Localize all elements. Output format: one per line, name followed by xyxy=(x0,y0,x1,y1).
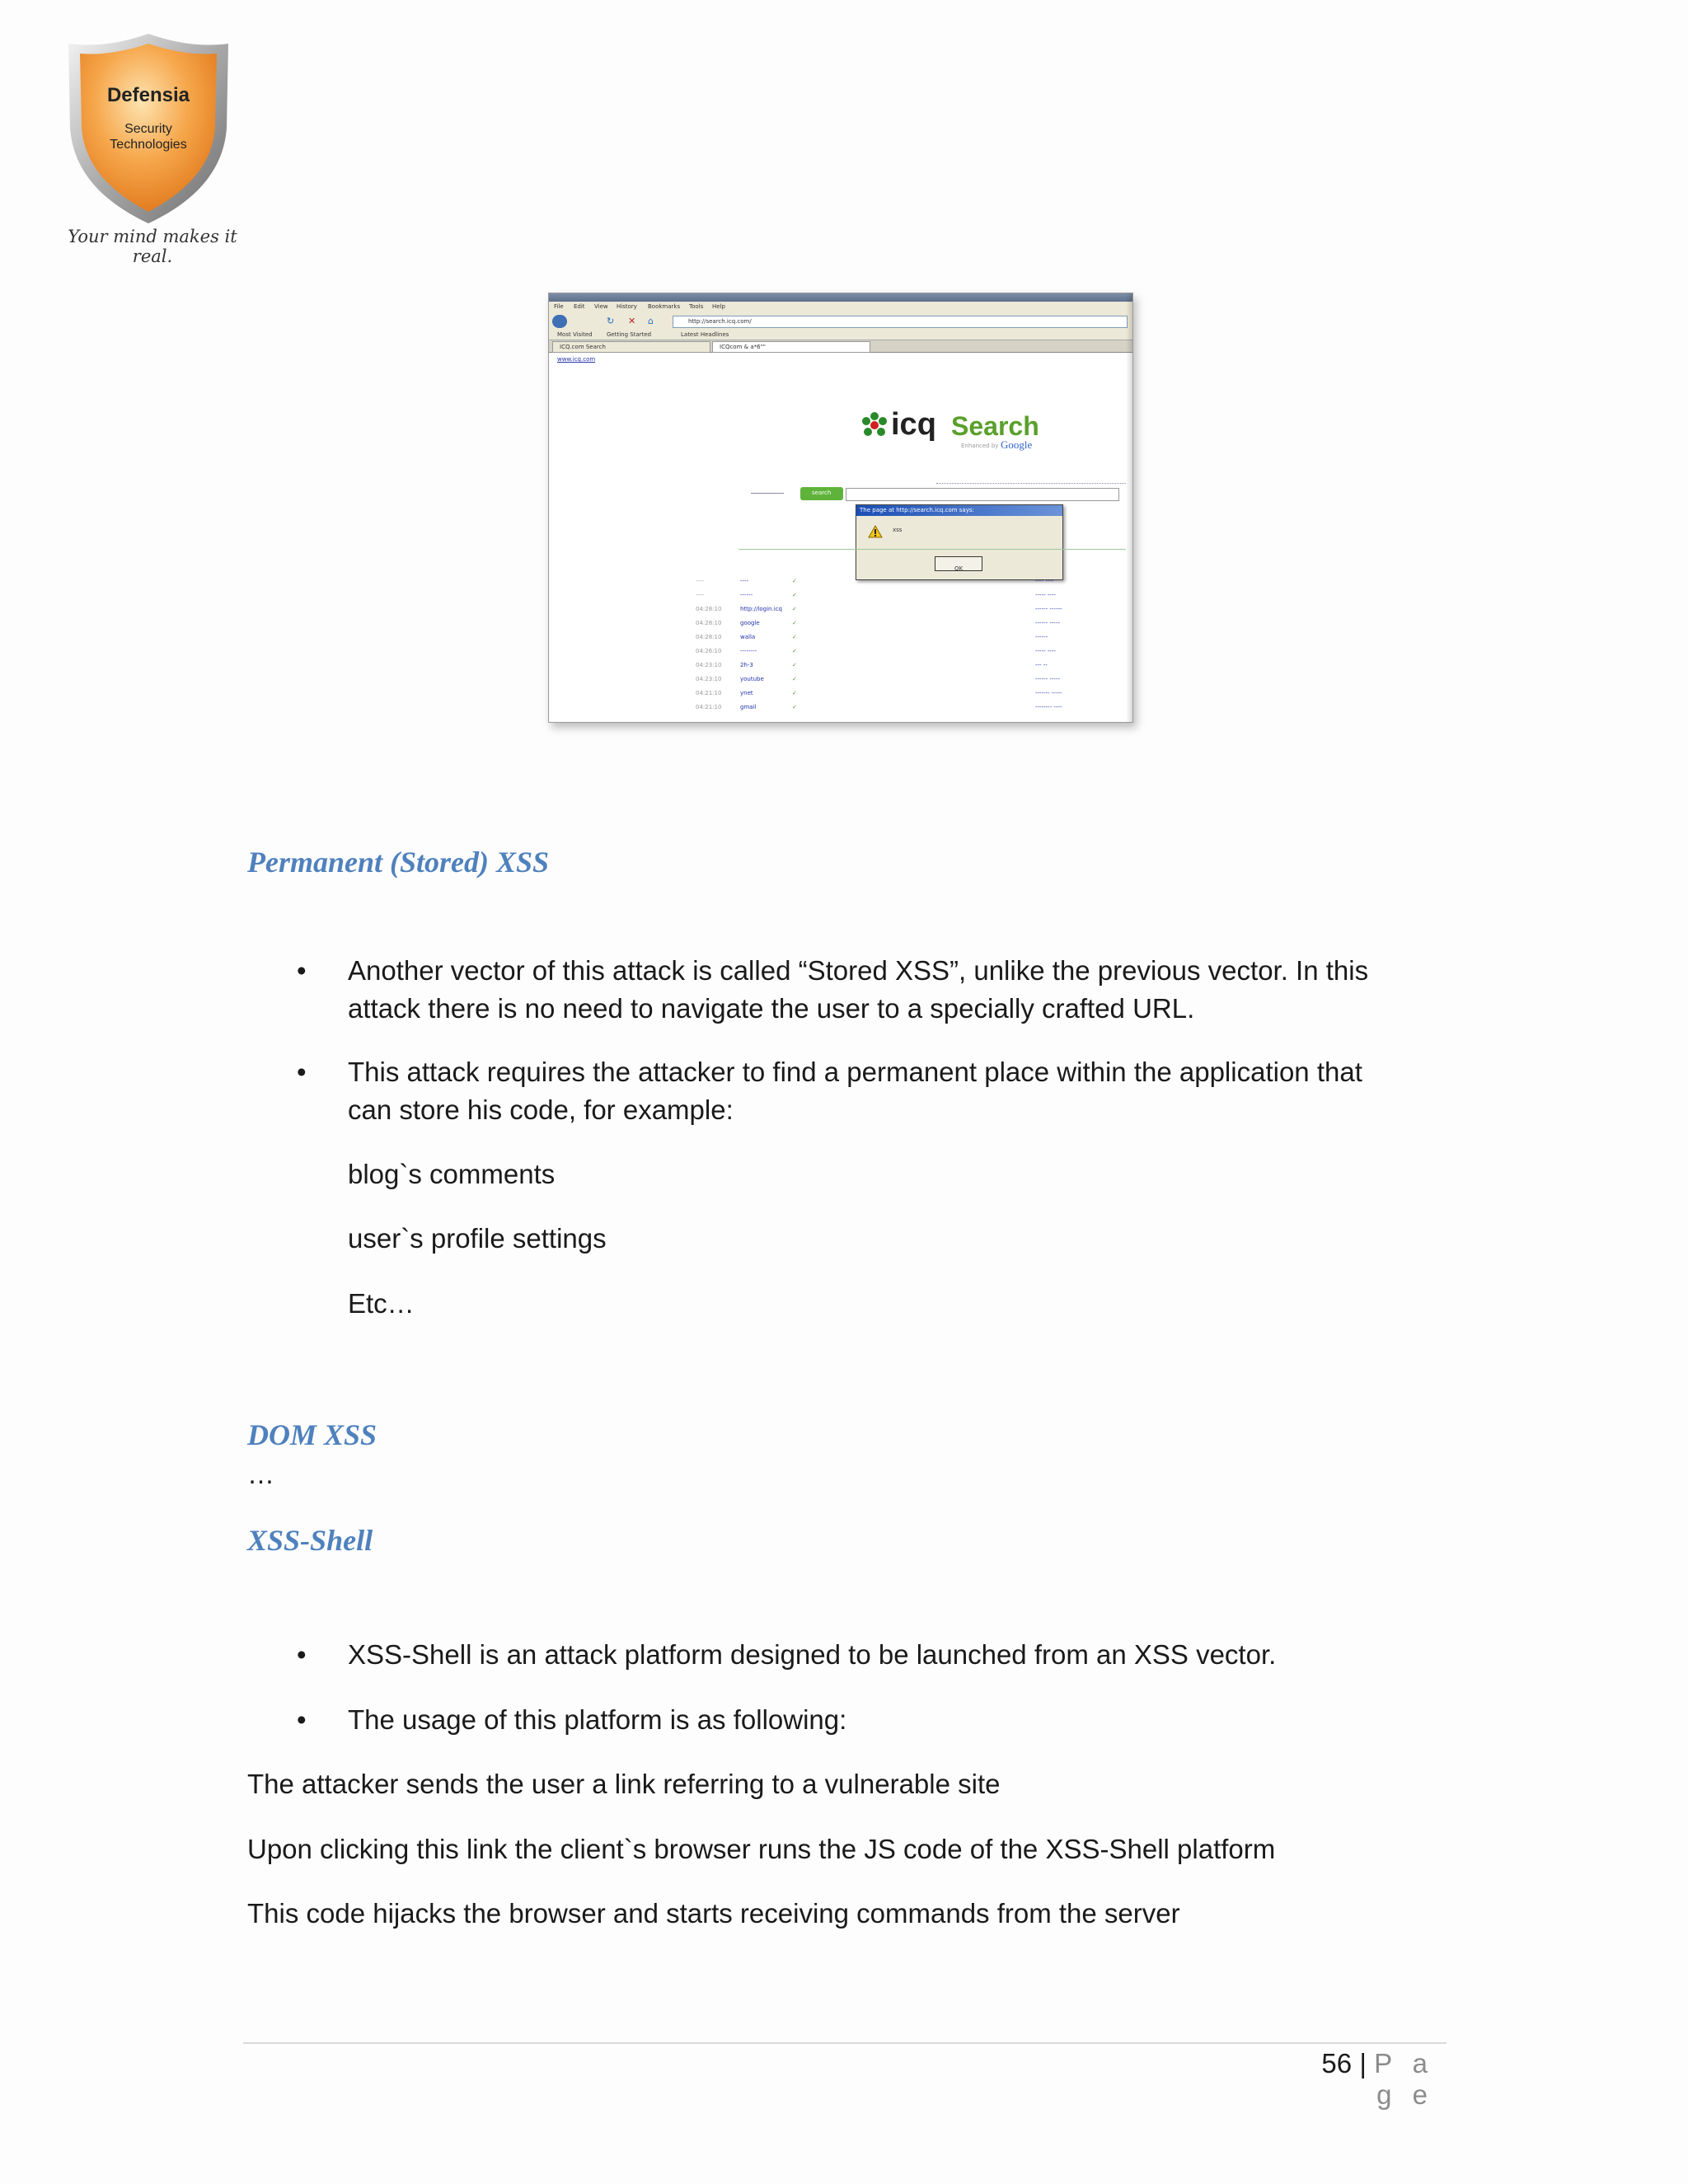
search-links xyxy=(936,476,1126,484)
page-number: 56 xyxy=(1321,2048,1353,2079)
alert-ok-button xyxy=(935,556,982,571)
result-term: -------- xyxy=(740,648,757,654)
bullet-marker: • xyxy=(297,1704,307,1735)
address-text: http://search.icq.com/ xyxy=(688,318,752,325)
shell-bullet-1: XSS-Shell is an attack platform designed to be launched from an XSS vector. xyxy=(348,1639,1277,1670)
stop-icon: ✕ xyxy=(628,316,636,326)
page-number-footer xyxy=(1286,2048,1434,2111)
logo-subtitle-2: Technologies xyxy=(110,138,187,152)
shell-paragraph-3: This code hijacks the browser and starts receiving commands from the server xyxy=(247,1898,1180,1929)
result-date: ---- xyxy=(696,578,705,584)
alert-dialog xyxy=(856,504,1063,580)
result-date: 04:23:10 xyxy=(696,676,722,682)
result-link: ----- ---- xyxy=(1035,648,1056,654)
bookmark-latest-headlines: Latest Headlines xyxy=(681,331,729,338)
stored-example-2: user`s profile settings xyxy=(348,1223,607,1254)
bullet-marker: • xyxy=(297,955,307,986)
warning-icon xyxy=(868,525,883,538)
back-icon xyxy=(552,315,567,328)
screenshot-tab-strip xyxy=(549,340,1132,353)
alert-title-bar xyxy=(856,505,1062,516)
menu-history: History xyxy=(617,303,637,310)
google-text: Google xyxy=(1001,438,1033,451)
stored-example-1: blog`s comments xyxy=(348,1159,556,1189)
reload-icon: ↻ xyxy=(607,316,615,326)
alert-title: The page at http://search.icq.com says: xyxy=(860,507,974,513)
result-link: --- -- xyxy=(1035,662,1048,668)
stored-bullet-2 xyxy=(348,1053,1436,1129)
result-date: 04:26:10 xyxy=(696,648,722,654)
result-date: 04:28:10 xyxy=(696,620,722,626)
menu-bookmarks: Bookmarks xyxy=(648,303,681,310)
check-icon: ✓ xyxy=(792,690,797,696)
icq-logo-text: icq xyxy=(891,407,936,442)
logo-brand: Defensia xyxy=(106,84,190,106)
menu-help: Help xyxy=(712,303,725,310)
result-term: gmail xyxy=(740,704,757,710)
tab-icq-search xyxy=(552,341,710,353)
heading-dom-xss: DOM XSS xyxy=(247,1418,377,1451)
shell-bullet-2: The usage of this platform is as following: xyxy=(348,1704,847,1735)
check-icon: ✓ xyxy=(792,676,797,682)
result-date: 04:23:10 xyxy=(696,662,722,668)
result-link: -------- ---- xyxy=(1035,704,1062,710)
result-term: 2h-3 xyxy=(740,662,753,668)
result-term: ---- xyxy=(740,578,749,584)
screenshot-nav-bar xyxy=(549,313,1132,330)
result-term: ynet xyxy=(740,690,753,696)
check-icon: ✓ xyxy=(792,634,797,640)
stored-example-3: Etc… xyxy=(348,1288,415,1319)
alert-ok-label: OK xyxy=(954,565,964,572)
check-icon: ✓ xyxy=(792,648,797,654)
result-date: 04:28:10 xyxy=(696,634,722,640)
footer-divider xyxy=(243,2042,1447,2044)
menu-tools: Tools xyxy=(689,303,704,310)
icq-search-text: Search xyxy=(951,411,1039,441)
screenshot-bookmarks-bar xyxy=(549,330,1132,340)
stored-bullet-2-line-1: This attack requires the attacker to find a permanent place within the application that xyxy=(348,1057,1362,1087)
result-link: ------ xyxy=(1035,634,1048,640)
result-date: 04:21:10 xyxy=(696,704,722,710)
result-link: ------ ----- xyxy=(1035,676,1061,682)
search-button xyxy=(800,487,843,500)
tab-active xyxy=(712,341,870,353)
shell-paragraph-1: The attacker sends the user a link referring to a vulnerable site xyxy=(247,1769,1001,1799)
menu-file: File xyxy=(554,303,564,310)
logo-subtitle-1: Security xyxy=(124,122,172,136)
stored-bullet-2-line-2: can store his code, for example: xyxy=(348,1094,734,1125)
check-icon: ✓ xyxy=(792,620,797,626)
check-icon: ✓ xyxy=(792,592,797,598)
page-separator: | xyxy=(1359,2048,1367,2079)
shield-icon xyxy=(62,29,235,227)
result-link: ----- ---- xyxy=(1035,592,1056,598)
home-icon: ⌂ xyxy=(648,316,654,326)
check-icon: ✓ xyxy=(792,704,797,710)
result-date: 04:21:10 xyxy=(696,690,722,696)
menu-edit: Edit xyxy=(574,303,585,310)
result-term: ------ xyxy=(740,592,753,598)
result-term: walla xyxy=(740,634,756,640)
logo-tagline: Your mind makes it real. xyxy=(68,227,237,266)
stored-bullet-1 xyxy=(348,952,1436,1028)
check-icon: ✓ xyxy=(792,662,797,668)
icq-flower-icon xyxy=(860,411,889,439)
heading-stored-xss: Permanent (Stored) XSS xyxy=(247,846,550,879)
bullet-marker: • xyxy=(297,1057,307,1087)
result-term: google xyxy=(740,620,760,626)
result-link: ------- ----- xyxy=(1035,690,1062,696)
check-icon: ✓ xyxy=(792,606,797,612)
bookmark-getting-started: Getting Started xyxy=(607,331,652,338)
result-date: ---- xyxy=(696,592,705,598)
page-top-link: www.icq.com xyxy=(557,356,596,363)
bullet-marker: • xyxy=(297,1639,307,1670)
result-link: ------ ------ xyxy=(1035,606,1062,612)
page-label: P a g e xyxy=(1374,2048,1434,2110)
result-link: ------ ----- xyxy=(1035,620,1061,626)
browser-screenshot xyxy=(548,293,1133,723)
advanced-search-link xyxy=(751,488,784,494)
tab-icq-search-label: ICQ.com Search xyxy=(560,344,606,350)
result-link: ---- ---- xyxy=(1035,578,1054,584)
bookmark-most-visited: Most Visited xyxy=(557,331,593,338)
screenshot-title-bar xyxy=(549,293,1132,302)
search-input xyxy=(846,488,1119,501)
shell-paragraph-2: Upon clicking this link the client`s browser runs the JS code of the XSS-Shell platform xyxy=(247,1834,1276,1864)
image-edge-shading xyxy=(1126,293,1132,722)
result-date: 04:28:10 xyxy=(696,606,722,612)
address-bar xyxy=(673,316,1128,328)
search-button-label: search xyxy=(812,490,832,496)
check-icon: ✓ xyxy=(792,578,797,584)
alert-message: xss xyxy=(893,527,903,533)
divider-line xyxy=(738,549,1126,550)
stored-bullet-1-line-1: Another vector of this attack is called “Stored XSS”, unlike the previous vector. In this xyxy=(348,955,1369,986)
enhanced-by-text: Enhanced by xyxy=(961,443,999,449)
menu-view: View xyxy=(594,303,608,310)
heading-xss-shell: XSS-Shell xyxy=(247,1524,373,1557)
screenshot-menu-bar xyxy=(549,302,1132,313)
result-term: youtube xyxy=(740,676,764,682)
company-logo xyxy=(62,29,237,266)
result-term: http://login.icq xyxy=(740,606,782,612)
stored-bullet-1-line-2: attack there is no need to navigate the user to a specially crafted URL. xyxy=(348,993,1195,1024)
tab-active-label: ICQcom & a*6"" xyxy=(720,344,767,350)
dom-xss-ellipsis: … xyxy=(247,1459,274,1489)
